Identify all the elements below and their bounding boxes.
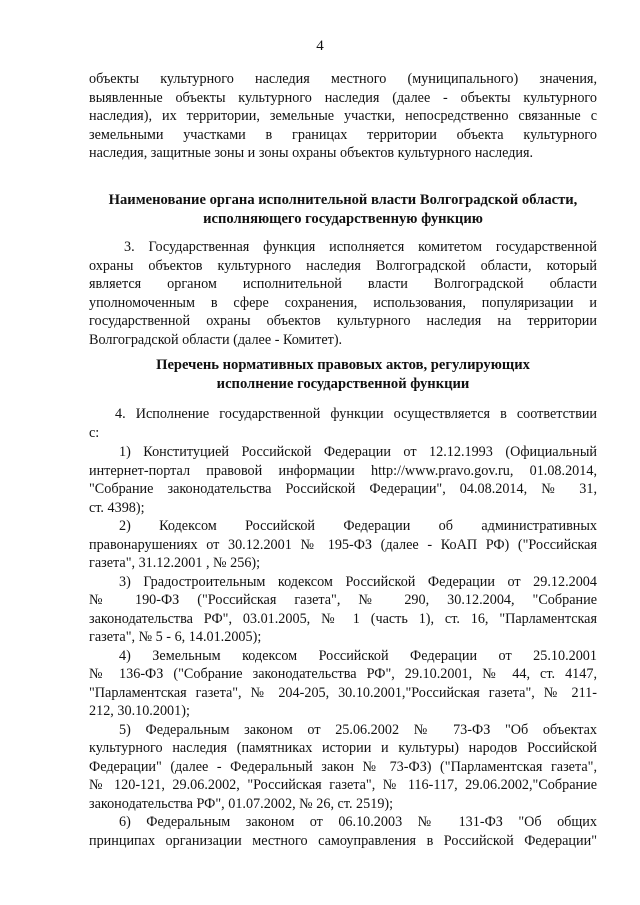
- list-item: [89, 813, 597, 850]
- text-line: наследия, защитные зоны и зоны охраны объектов культурного наследия.: [89, 145, 534, 161]
- text-line: 212, 30.10.2001);: [89, 703, 190, 719]
- heading-line: исполнение государственной функции: [216, 376, 470, 392]
- list-item: [89, 443, 597, 517]
- section-heading-authority: [89, 191, 597, 229]
- list-item: [89, 721, 597, 814]
- text-line: правонарушениях от 30.12.2001 № 195-ФЗ (далее - КоАП РФ) ("Российская: [89, 536, 597, 553]
- text-line: № 190-ФЗ ("Российская газета", № 290, 30.12.2004, "Собрание: [89, 592, 597, 608]
- text-line: с:: [89, 424, 100, 441]
- text-line: 3. Государственная функция исполняется комитетом государственной: [124, 239, 597, 255]
- text-line: законодательства РФ", 03.01.2005, № 1 (часть 1), ст. 16, "Парламентская: [89, 610, 597, 627]
- text-line: наследия), их территории, земельные участки, непосредственно связанные с: [89, 108, 597, 124]
- text-line: ст. 4398);: [89, 499, 145, 516]
- page-number: 4: [316, 38, 324, 54]
- text-line: государственной охраны объектов культурного наследия на территории: [89, 313, 597, 329]
- text-line: культурного наследия (памятниках истории и культуры) народов Российской: [89, 740, 597, 756]
- text-line: "Собрание законодательства Российской Федерации", 04.08.2014, № 31,: [89, 481, 597, 497]
- text-line: Волгоградской области (далее - Комитет).: [89, 331, 343, 348]
- text-line: интернет-портал правовой информации http://www.pravo.gov.ru, 01.08.2014,: [89, 462, 597, 479]
- text-line: принципах организации местного самоуправления в Российской Федерации": [89, 832, 597, 849]
- list-item: [89, 573, 597, 647]
- text-line: газета", 31.12.2001 , № 256);: [89, 555, 261, 571]
- text-line: № 136-ФЗ ("Собрание законодательства РФ", 29.10.2001, № 44, ст. 4147,: [89, 666, 597, 682]
- paragraph-3: [89, 238, 597, 349]
- text-line: 2) Кодексом Российской Федерации об административных: [119, 518, 597, 534]
- text-line: 1) Конституцией Российской Федерации от 12.12.1993 (Официальный: [119, 444, 597, 460]
- text-line: охраны объектов культурного наследия Волгоградской области, который: [89, 257, 597, 274]
- text-line: выявленные объекты культурного наследия (далее - объекты культурного: [89, 89, 597, 106]
- intro-paragraph: [89, 70, 597, 163]
- list-item: [89, 517, 597, 573]
- list-item: [89, 647, 597, 721]
- section-heading-legal-acts: [89, 356, 597, 394]
- text-line: 6) Федеральным законом от 06.10.2003 № 131-ФЗ "Об общих: [119, 814, 597, 830]
- text-line: законодательства РФ", 01.07.2002, № 26, ст. 2519);: [89, 795, 394, 812]
- text-line: "Парламентская газета", № 204-205, 30.10.2001,"Российская газета", № 211-: [89, 684, 597, 701]
- legal-acts-list: [89, 443, 597, 850]
- text-line: 3) Градостроительным кодексом Российской Федерации от 29.12.2004: [119, 573, 597, 590]
- text-line: Федерации" (далее - Федеральный закон № 73-ФЗ) ("Парламентская газета",: [89, 758, 597, 775]
- text-line: является органом исполнительной власти Волгоградской области: [89, 276, 597, 292]
- heading-line: Перечень нормативных правовых актов, регулирующих: [156, 357, 530, 373]
- text-line: объекты культурного наследия местного (муниципального) значения,: [89, 71, 597, 87]
- text-line: земельными участками в границах территории объекта культурного: [89, 126, 597, 143]
- text-line: уполномоченным в сфере сохранения, использования, популяризации и: [89, 294, 597, 311]
- text-line: 5) Федеральным законом от 25.06.2002 № 73-ФЗ "Об объектах: [119, 721, 597, 738]
- heading-line: Наименование органа исполнительной власти Волгоградской области,: [108, 192, 578, 208]
- text-line: 4. Исполнение государственной функции осуществляется в соответствии: [115, 406, 597, 422]
- paragraph-4: [89, 405, 597, 442]
- text-line: 4) Земельным кодексом Российской Федерации от 25.10.2001: [119, 647, 597, 664]
- text-line: газета", № 5 - 6, 14.01.2005);: [89, 629, 262, 645]
- text-line: № 120-121, 29.06.2002, "Российская газета", № 116-117, 29.06.2002,"Собрание: [89, 777, 597, 793]
- heading-line: исполняющего государственную функцию: [203, 211, 483, 227]
